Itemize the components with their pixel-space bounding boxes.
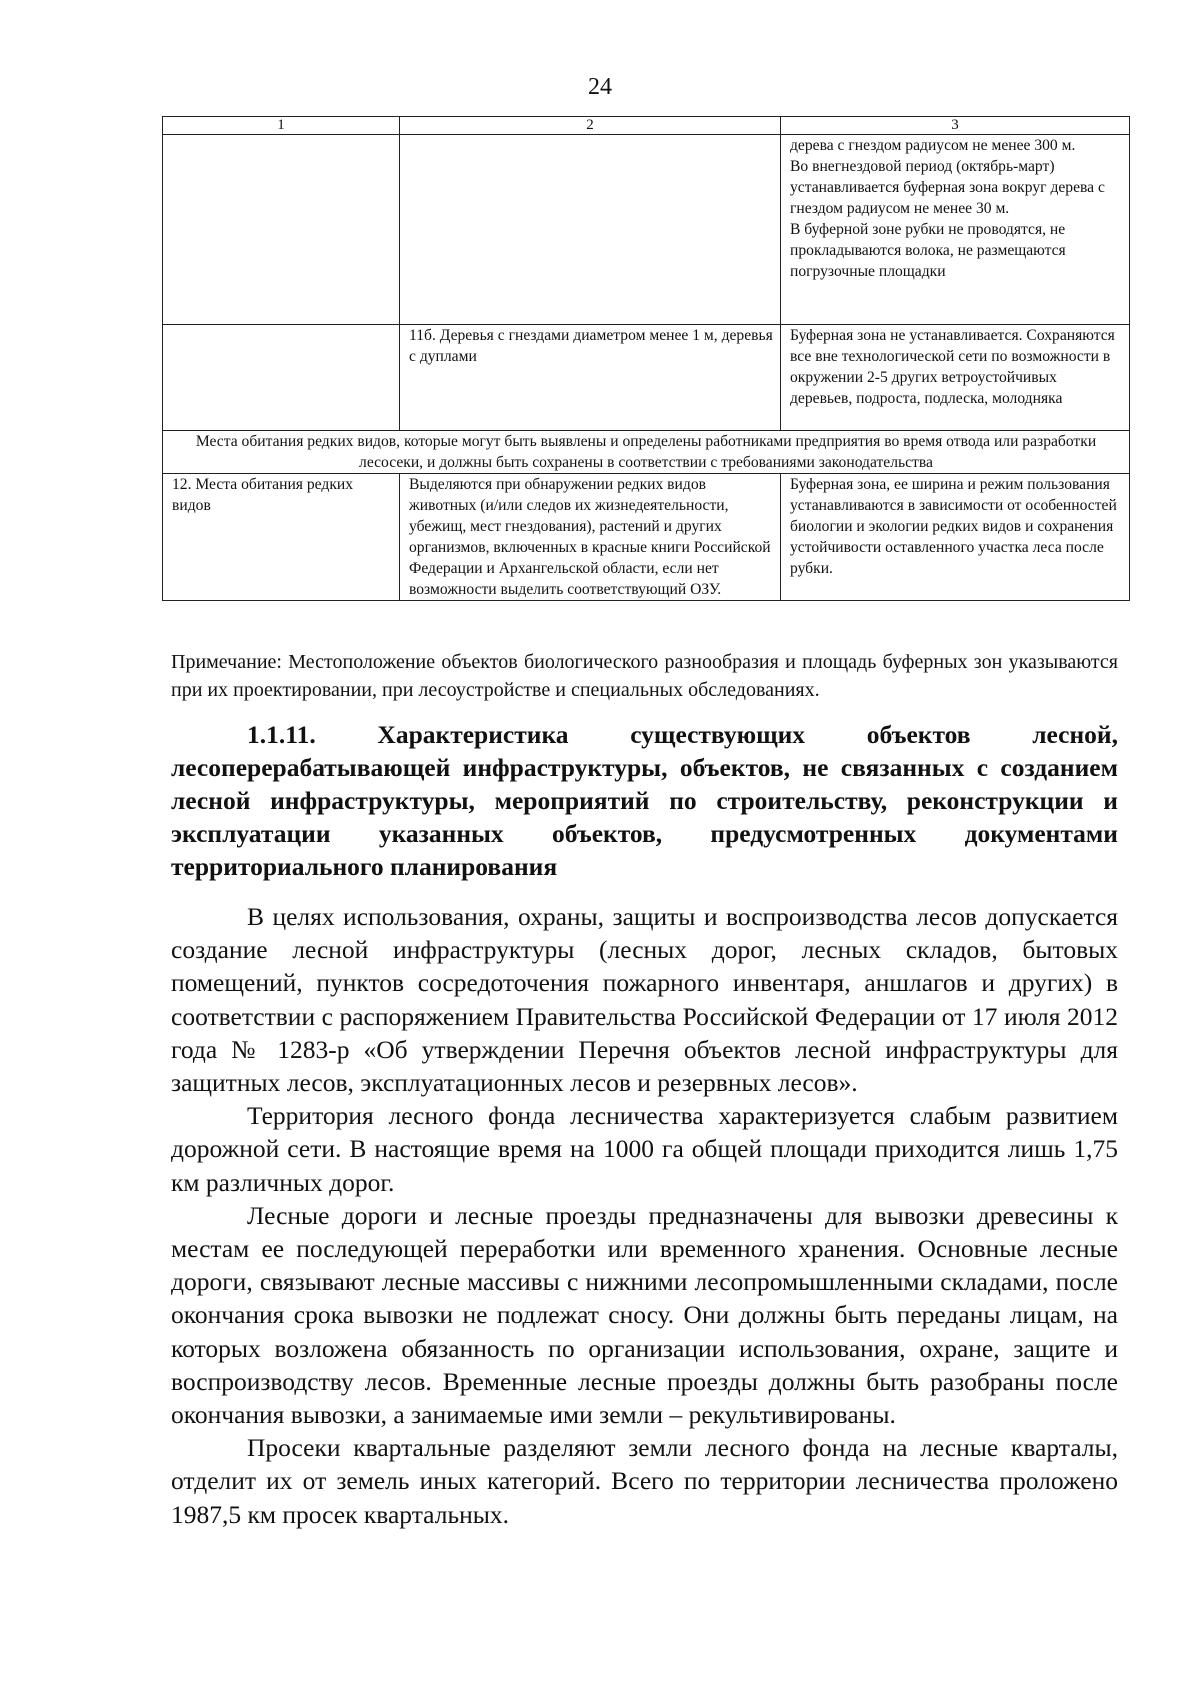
table-span-row: [163, 431, 1130, 474]
section-heading: [171, 718, 1118, 883]
table-row: [163, 474, 1130, 601]
table-cell: Выделяются при обнаружении редких видов животных (и/или следов их жизнедеятельности, убежищ, мест гнездования), растений и других организмов, включенных в красные книги Российской Федерации и Архангельской области, если нет возможности выделить соответствующий ОЗУ.: [400, 474, 781, 601]
table-cell: 11б. Деревья с гнездами диаметром менее 1 м, деревья с дуплами: [400, 325, 781, 431]
span-cell: Места обитания редких видов, которые могут быть выявлены и определены работниками предприятия во время отвода или разработки лесосеки, и должны быть сохранены в соответствии с требованиями законодательства: [163, 431, 1130, 474]
paragraph: Просеки квартальные разделяют земли лесного фонда на лесные кварталы, отделит их от земель иных категорий. Всего по территории лесничества проложено 1987,5 км просек квартальных.: [171, 1433, 1118, 1529]
paragraph: В целях использования, охраны, защиты и воспроизводства лесов допускается создание лесной инфраструктуры (лесных дорог, лесных складов, бытовых помещений, пунктов сосредоточения пожарного инвентаря, аншлагов и других) в соответствии с распоряжением Правительства Российской Федерации от 17 июля 2012 года № 1283-р «Об утверждении Перечня объектов лесной инфраструктуры для защитных лесов, эксплуатационных лесов и резервных лесов».: [171, 902, 1118, 1098]
cell-paragraph: дерева с гнездом радиусом не менее 300 м.: [790, 137, 1076, 154]
habitat-table: [162, 116, 1130, 601]
table-header-row: [163, 117, 1130, 135]
paragraph: Лесные дороги и лесные проезды предназначены для вывозки древесины к местам ее последующей переработки или временного хранения. Основные лесные дороги, связывают лесные массивы с нижними лесопромышленными складами, после окончания срока вывозки не подлежат сносу. Они должны быть переданы лицам, на которых возложена обязанность по организации использования, охране, защите и воспроизводству лесов. Временные лесные проезды должны быть разобраны после окончания вывозки, а занимаемые ими земли – рекультивированы.: [171, 1200, 1118, 1430]
table-cell: [781, 135, 1130, 325]
column-header: 1: [163, 117, 400, 135]
table-cell: [163, 135, 400, 325]
table-row: [163, 135, 1130, 325]
table-row: [163, 325, 1130, 431]
cell-paragraph: Во внегнездовой период (октябрь-март) устанавливается буферная зона вокруг дерева с гнездом радиусом не менее 30 м.: [790, 158, 1105, 217]
body-text: [171, 900, 1118, 1531]
column-header: 2: [400, 117, 781, 135]
cell-paragraph: В буферной зоне рубки не проводятся, не прокладываются волока, не размещаются погрузочные площадки: [790, 221, 1066, 280]
table-cell: 12. Места обитания редких видов: [163, 474, 400, 601]
page-number: 24: [588, 74, 612, 100]
paragraph: Территория лесного фонда лесничества характеризуется слабым развитием дорожной сети. В настоящие время на 1000 га общей площади приходится лишь 1,75 км различных дорог.: [171, 1101, 1118, 1197]
table-cell: [400, 135, 781, 325]
section-heading-text: 1.1.11. Характеристика существующих объектов лесной, лесоперерабатывающей инфраструктуры, объектов, не связанных с созданием лесной инфраструктуры, мероприятий по строительству, реконструкции и эксплуатации указанных объектов, предусмотренных документами территориального планирования: [171, 720, 1118, 881]
table-cell: Буферная зона, ее ширина и режим пользования устанавливаются в зависимости от особенностей биологии и экологии редких видов и сохранения устойчивости оставленного участка леса после рубки.: [781, 474, 1130, 601]
table-note: Примечание: Местоположение объектов биологического разнообразия и площадь буферных зон указываются при их проектировании, при лесоустройстве и специальных обследованиях.: [171, 651, 1118, 701]
column-header: 3: [781, 117, 1130, 135]
table-cell: Буферная зона не устанавливается. Сохраняются все вне технологической сети по возможности в окружении 2-5 других ветроустойчивых деревьев, подроста, подлеска, молодняка: [781, 325, 1130, 431]
table-cell: [163, 325, 400, 431]
